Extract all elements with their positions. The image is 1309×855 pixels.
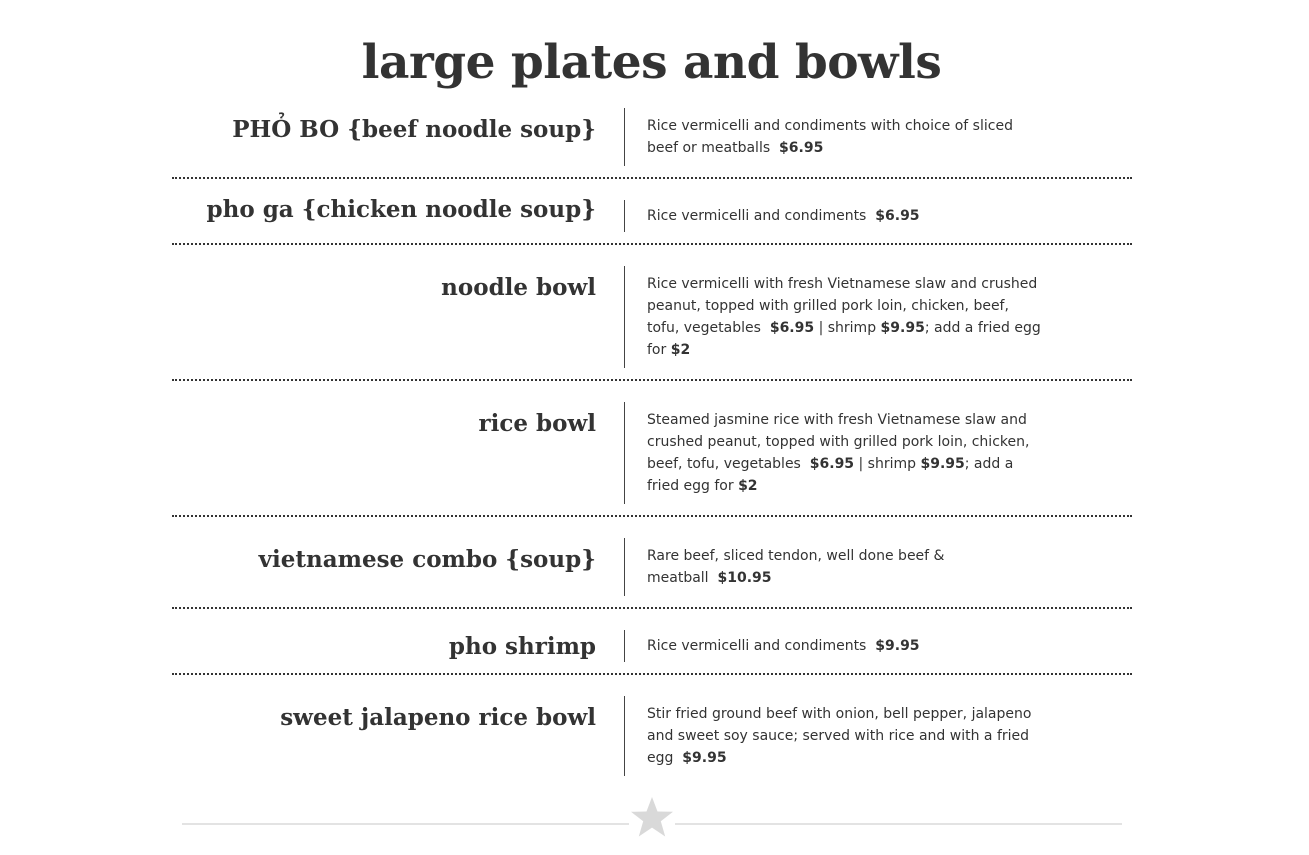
menu-item-description — [624, 696, 1033, 776]
menu-item-name: vietnamese combo {soup} — [258, 546, 596, 573]
menu-item-sweet-jalapeno-rice-bowl — [172, 696, 1132, 776]
menu-item-name: pho shrimp — [448, 633, 596, 660]
menu-item-description — [624, 538, 947, 596]
menu-item-price: $6.95 — [875, 208, 920, 224]
divider — [172, 515, 1132, 517]
menu-item-description — [624, 200, 1067, 232]
menu-item-egg-price: $2 — [670, 342, 691, 358]
divider — [172, 673, 1132, 675]
menu-item-rice-bowl — [172, 402, 1132, 504]
divider — [172, 607, 1132, 609]
menu-item-desc-text: Rice vermicelli and condiments — [647, 638, 867, 654]
menu-item-name: noodle bowl — [441, 274, 596, 301]
menu-item-noodle-bowl — [172, 266, 1132, 368]
menu-item-pho-shrimp — [172, 630, 1132, 662]
menu-item-price: $9.95 — [875, 638, 920, 654]
menu-item-price: $9.95 — [682, 750, 727, 766]
divider — [172, 177, 1132, 179]
menu-item-egg-price: $2 — [738, 478, 758, 494]
menu-item-desc-text: Stir fried ground beef with onion, bell pepper, jalapeno and sweet soy sauce; served with rice and with a fried egg — [647, 706, 1032, 766]
menu-list — [172, 108, 1132, 776]
menu-item-desc-text: Steamed jasmine rice with fresh Vietnamese slaw and crushed peanut, topped with grilled pork loin, chicken, beef, tofu, vegetables — [647, 412, 1030, 472]
menu-item-description — [624, 630, 1067, 662]
menu-item-name: rice bowl — [478, 410, 596, 437]
menu-item-pho-ga — [172, 196, 1132, 232]
menu-item-description — [624, 402, 1039, 504]
menu-item-desc-text: Rare beef, sliced tendon, well done beef & meatball — [647, 548, 945, 586]
menu-item-desc-text: Rice vermicelli with fresh Vietnamese slaw and crushed peanut, topped with grilled pork loin, chicken, beef, tofu, vegetables — [647, 276, 1038, 336]
menu-item-extra-text: ; add a fried egg for — [647, 456, 1014, 494]
menu-item-price: $10.95 — [717, 570, 772, 586]
menu-item-extra-price: $9.95 — [880, 320, 925, 336]
menu-item-extra-sep: | shrimp — [854, 456, 921, 472]
menu-item-price: $6.95 — [779, 140, 824, 156]
divider — [172, 243, 1132, 245]
menu-item-vietnamese-combo — [172, 538, 1132, 596]
menu-item-name: pho ga {chicken noodle soup} — [206, 196, 596, 223]
menu-item-price: $6.95 — [769, 320, 815, 336]
menu-item-description — [624, 266, 1042, 368]
divider — [172, 379, 1132, 381]
menu-item-extra-price: $9.95 — [920, 456, 965, 472]
menu-item-desc-text: Rice vermicelli and condiments with choice of sliced beef or meatballs — [647, 118, 1013, 156]
menu-item-price: $6.95 — [809, 456, 855, 472]
menu-item-extra-text: ; add a fried egg for — [647, 320, 1041, 358]
menu-item-description — [624, 108, 1045, 166]
menu-item-pho-bo — [172, 108, 1132, 166]
menu-item-desc-text: Rice vermicelli and condiments — [647, 208, 867, 224]
menu-item-name: sweet jalapeno rice bowl — [280, 704, 596, 731]
section-title: large plates and bowls — [361, 35, 942, 90]
menu-item-extra-sep: | shrimp — [814, 320, 881, 336]
menu-item-name: PHỎ BO {beef noodle soup} — [232, 116, 596, 143]
star-icon — [629, 795, 675, 839]
